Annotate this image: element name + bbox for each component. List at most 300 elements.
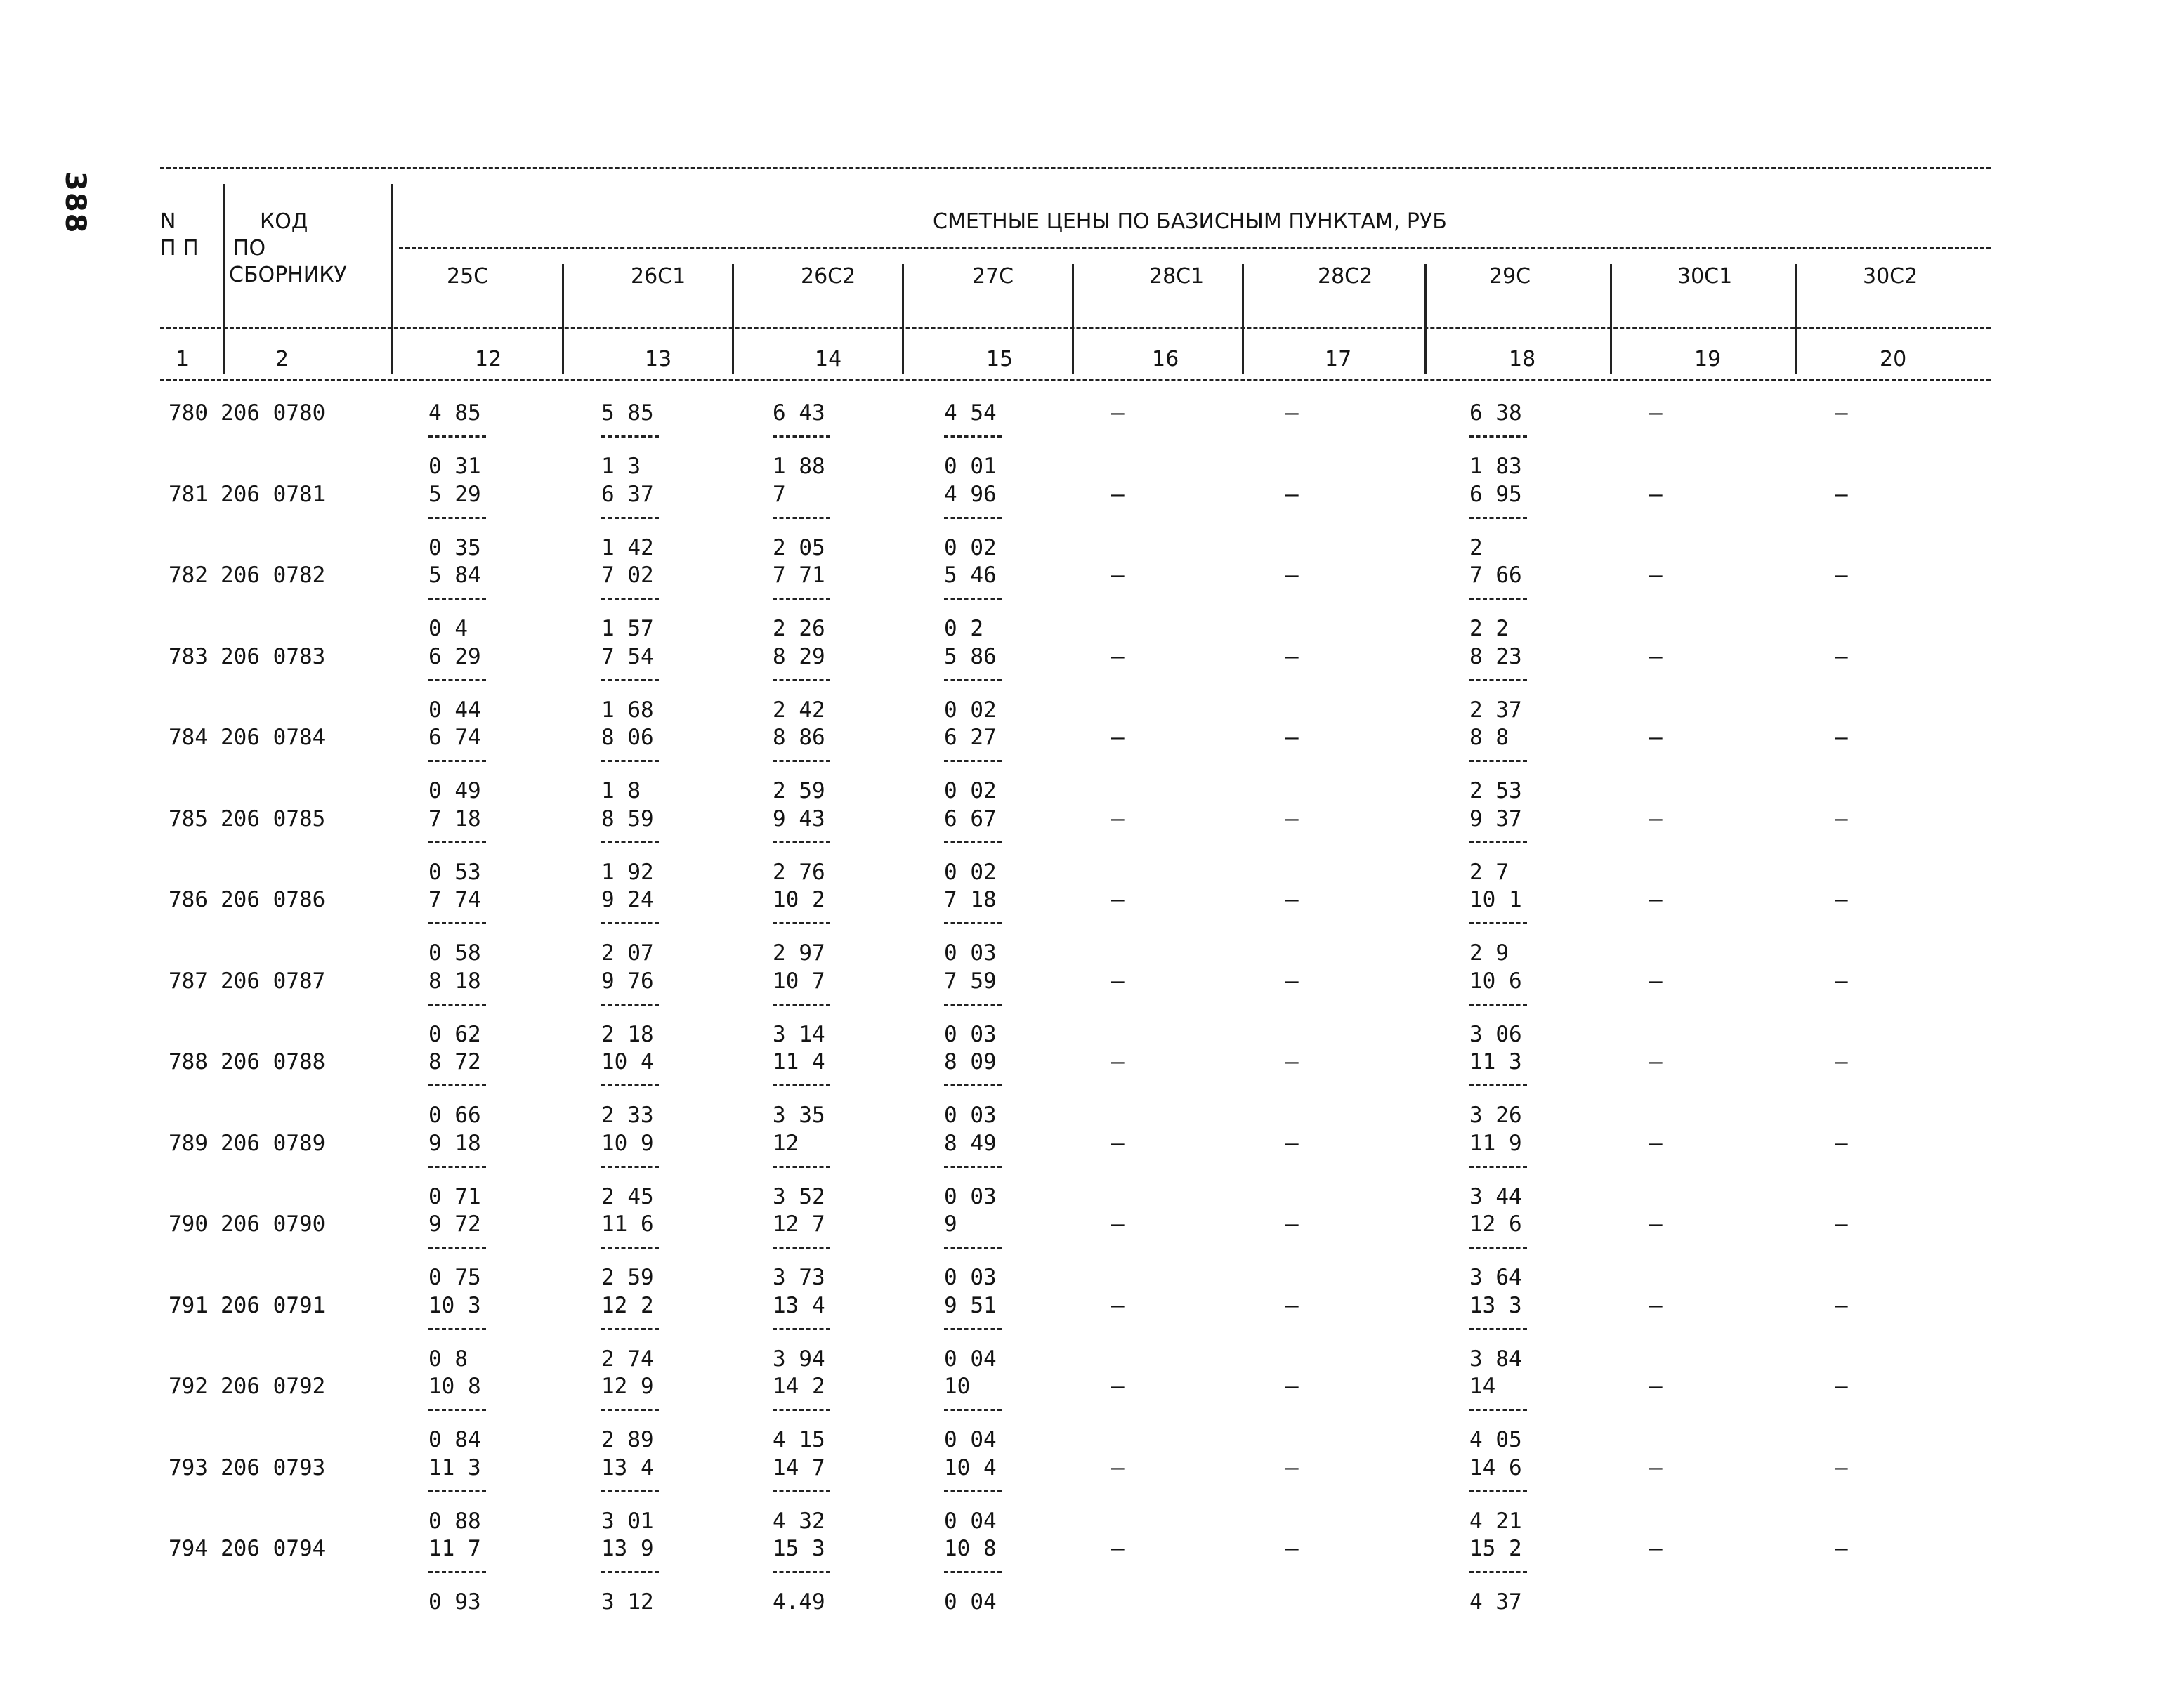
price-c28_2: – [1285, 725, 1299, 750]
denominator-c29: 2 7 [1469, 859, 1509, 885]
header-bottom-rule [160, 379, 1991, 381]
price-c30_2: – [1835, 1211, 1848, 1237]
row-number: 780 [169, 400, 208, 426]
price-c30_1: – [1649, 1049, 1663, 1075]
price-c30_2: – [1835, 563, 1848, 588]
denominator-c27: 0 01 [944, 454, 997, 479]
price-c27: 8 49 [944, 1130, 997, 1156]
denominator-c26_2: 1 88 [773, 454, 825, 479]
price-c28_1: – [1111, 1049, 1125, 1075]
denominator-c26_1: 1 3 [601, 454, 641, 479]
row-code: 206 0780 [221, 400, 326, 426]
price-c25: 7 74 [428, 887, 481, 912]
price-c30_2: – [1835, 1049, 1848, 1075]
denominator-c29: 3 64 [1469, 1265, 1522, 1290]
price-c27: 5 86 [944, 643, 997, 669]
header-divider [223, 184, 225, 374]
price-c28_2: – [1285, 563, 1299, 588]
fraction-bar [428, 1247, 486, 1249]
header-divider [1424, 264, 1427, 374]
row-code: 206 0789 [221, 1130, 326, 1156]
row-number: 793 [169, 1454, 208, 1480]
denominator-c26_1: 1 68 [601, 697, 654, 723]
fraction-bar [601, 1004, 659, 1006]
price-c26_2: 15 3 [773, 1536, 825, 1561]
fraction-bar [1469, 1409, 1527, 1411]
header-code-line3: СБОРНИКУ [229, 263, 347, 287]
price-c29: 14 6 [1469, 1454, 1522, 1480]
denominator-c29: 2 53 [1469, 778, 1522, 803]
price-c26_2: 9 43 [773, 806, 825, 832]
fraction-bar [944, 435, 1002, 438]
row-number: 790 [169, 1211, 208, 1237]
price-c27: 10 [944, 1374, 971, 1399]
row-number: 788 [169, 1049, 208, 1075]
fraction-bar [601, 760, 659, 762]
fraction-bar [1469, 841, 1527, 843]
price-c25: 5 84 [428, 563, 481, 588]
price-c28_2: – [1285, 643, 1299, 669]
denominator-c29: 1 83 [1469, 454, 1522, 479]
price-c26_1: 10 4 [601, 1049, 654, 1075]
row-number: 786 [169, 887, 208, 912]
fraction-bar [773, 1409, 830, 1411]
denominator-c25: 0 88 [428, 1508, 481, 1534]
price-c29: 11 3 [1469, 1049, 1522, 1075]
fraction-bar [944, 679, 1002, 681]
price-c28_2: – [1285, 806, 1299, 832]
price-c29: 6 38 [1469, 400, 1522, 426]
price-c28_1: – [1111, 1374, 1125, 1399]
header-divider [732, 264, 734, 374]
price-c28_1: – [1111, 1536, 1125, 1561]
price-c26_2: 7 [773, 481, 786, 507]
price-c26_1: 9 24 [601, 887, 654, 912]
row-code: 206 0790 [221, 1211, 326, 1237]
denominator-c26_1: 2 07 [601, 940, 654, 966]
price-c25: 9 72 [428, 1211, 481, 1237]
header-point-26c1: 26С1 [631, 264, 686, 289]
price-c26_1: 12 2 [601, 1292, 654, 1318]
price-c26_1: 9 76 [601, 968, 654, 994]
denominator-c27: 0 04 [944, 1589, 997, 1615]
fraction-bar [1469, 1328, 1527, 1330]
price-c30_1: – [1649, 806, 1663, 832]
price-c30_1: – [1649, 1211, 1663, 1237]
fraction-bar [944, 1490, 1002, 1492]
price-c25: 11 3 [428, 1454, 481, 1480]
price-c30_2: – [1835, 481, 1848, 507]
price-c28_1: – [1111, 806, 1125, 832]
fraction-bar [944, 922, 1002, 924]
fraction-bar [601, 1084, 659, 1086]
header-point-28c1: 28С1 [1149, 264, 1205, 289]
header-colnum: 17 [1325, 347, 1352, 372]
price-c26_2: 12 7 [773, 1211, 825, 1237]
denominator-c25: 0 75 [428, 1265, 481, 1290]
fraction-bar [428, 598, 486, 600]
denominator-c27: 0 04 [944, 1346, 997, 1372]
denominator-c29: 4 21 [1469, 1508, 1522, 1534]
price-c29: 14 [1469, 1374, 1496, 1399]
fraction-bar [1469, 922, 1527, 924]
denominator-c26_1: 2 45 [601, 1183, 654, 1209]
price-c28_2: – [1285, 400, 1299, 426]
denominator-c25: 0 31 [428, 454, 481, 479]
price-c30_1: – [1649, 1374, 1663, 1399]
price-c30_2: – [1835, 1454, 1848, 1480]
price-c28_2: – [1285, 968, 1299, 994]
fraction-bar [601, 922, 659, 924]
price-c27: 7 18 [944, 887, 997, 912]
denominator-c27: 0 03 [944, 1021, 997, 1047]
price-c30_1: – [1649, 643, 1663, 669]
row-number: 794 [169, 1536, 208, 1561]
header-divider [1795, 264, 1797, 374]
price-c30_1: – [1649, 725, 1663, 750]
denominator-c26_1: 3 01 [601, 1508, 654, 1534]
denominator-c26_2: 4 32 [773, 1508, 825, 1534]
price-c29: 6 95 [1469, 481, 1522, 507]
denominator-c27: 0 02 [944, 778, 997, 803]
denominator-c25: 0 71 [428, 1183, 481, 1209]
price-c30_2: – [1835, 968, 1848, 994]
price-c29: 15 2 [1469, 1536, 1522, 1561]
price-c28_2: – [1285, 1374, 1299, 1399]
row-number: 789 [169, 1130, 208, 1156]
denominator-c29: 3 06 [1469, 1021, 1522, 1047]
price-c27: 10 8 [944, 1536, 997, 1561]
price-c27: 5 46 [944, 563, 997, 588]
denominator-c25: 0 35 [428, 534, 481, 560]
price-c26_2: 12 [773, 1130, 799, 1156]
denominator-c26_2: 3 14 [773, 1021, 825, 1047]
price-c29: 8 8 [1469, 725, 1509, 750]
fraction-bar [944, 1409, 1002, 1411]
fraction-bar [944, 598, 1002, 600]
fraction-bar [944, 841, 1002, 843]
price-c27: 6 67 [944, 806, 997, 832]
fraction-bar [773, 1084, 830, 1086]
price-c25: 10 8 [428, 1374, 481, 1399]
price-c29: 8 23 [1469, 643, 1522, 669]
price-c25: 6 74 [428, 725, 481, 750]
row-number: 791 [169, 1292, 208, 1318]
fraction-bar [601, 598, 659, 600]
fraction-bar [601, 841, 659, 843]
fraction-bar [1469, 1490, 1527, 1492]
price-c26_1: 7 02 [601, 563, 654, 588]
fraction-bar [428, 1166, 486, 1168]
price-c28_1: – [1111, 643, 1125, 669]
denominator-c29: 2 37 [1469, 697, 1522, 723]
row-number: 782 [169, 563, 208, 588]
price-c28_1: – [1111, 725, 1125, 750]
price-c26_1: 6 37 [601, 481, 654, 507]
price-c30_1: – [1649, 1292, 1663, 1318]
header-code-line1: КОД [260, 209, 308, 234]
price-c29: 13 3 [1469, 1292, 1522, 1318]
fraction-bar [428, 679, 486, 681]
denominator-c25: 0 44 [428, 697, 481, 723]
price-c27: 9 51 [944, 1292, 997, 1318]
fraction-bar [773, 517, 830, 519]
fraction-bar [773, 1004, 830, 1006]
fraction-bar [773, 760, 830, 762]
price-c25: 11 7 [428, 1536, 481, 1561]
denominator-c25: 0 49 [428, 778, 481, 803]
row-number: 792 [169, 1374, 208, 1399]
price-c26_2: 10 2 [773, 887, 825, 912]
row-number: 787 [169, 968, 208, 994]
header-code-line2: ПО [233, 236, 266, 261]
price-c29: 10 6 [1469, 968, 1522, 994]
denominator-c25: 0 53 [428, 859, 481, 885]
price-c26_2: 13 4 [773, 1292, 825, 1318]
fraction-bar [428, 517, 486, 519]
fraction-bar [1469, 435, 1527, 438]
price-c28_2: – [1285, 1211, 1299, 1237]
denominator-c27: 0 03 [944, 1103, 997, 1128]
denominator-c26_2: 3 52 [773, 1183, 825, 1209]
header-colnum: 1 [176, 347, 190, 372]
price-c28_1: – [1111, 887, 1125, 912]
price-c28_2: – [1285, 1130, 1299, 1156]
price-c26_1: 7 54 [601, 643, 654, 669]
denominator-c26_2: 2 59 [773, 778, 825, 803]
denominator-c29: 2 2 [1469, 616, 1509, 641]
fraction-bar [944, 760, 1002, 762]
denominator-c26_2: 2 05 [773, 534, 825, 560]
denominator-c27: 0 02 [944, 859, 997, 885]
fraction-bar [428, 435, 486, 438]
header-point-26c2: 26С2 [801, 264, 856, 289]
header-pp: П П [160, 236, 199, 261]
fraction-bar [944, 1328, 1002, 1330]
price-c30_1: – [1649, 1454, 1663, 1480]
row-code: 206 0785 [221, 806, 326, 832]
denominator-c29: 2 [1469, 534, 1483, 560]
price-c26_1: 13 4 [601, 1454, 654, 1480]
price-c30_1: – [1649, 481, 1663, 507]
fraction-bar [428, 1084, 486, 1086]
price-c25: 4 85 [428, 400, 481, 426]
fraction-bar [428, 1571, 486, 1573]
denominator-c25: 0 84 [428, 1427, 481, 1452]
denominator-c26_1: 2 74 [601, 1346, 654, 1372]
denominator-c25: 0 66 [428, 1103, 481, 1128]
header-colnum: 15 [986, 347, 1014, 372]
header-colnum: 18 [1509, 347, 1536, 372]
price-c29: 12 6 [1469, 1211, 1522, 1237]
page-number: 388 [59, 171, 91, 235]
row-code: 206 0783 [221, 643, 326, 669]
denominator-c26_2: 4.49 [773, 1589, 825, 1615]
header-point-25c: 25С [447, 264, 489, 289]
price-c26_2: 6 43 [773, 400, 825, 426]
denominator-c26_2: 3 94 [773, 1346, 825, 1372]
price-c30_2: – [1835, 1130, 1848, 1156]
header-divider [562, 264, 564, 374]
price-c28_1: – [1111, 400, 1125, 426]
price-c30_1: – [1649, 968, 1663, 994]
row-number: 783 [169, 643, 208, 669]
table-top-rule [160, 167, 1991, 169]
denominator-c25: 0 58 [428, 940, 481, 966]
row-code: 206 0781 [221, 481, 326, 507]
fraction-bar [1469, 598, 1527, 600]
fraction-bar [601, 679, 659, 681]
price-c30_2: – [1835, 643, 1848, 669]
denominator-c29: 3 84 [1469, 1346, 1522, 1372]
header-divider [1072, 264, 1074, 374]
price-c28_2: – [1285, 1536, 1299, 1561]
price-c30_2: – [1835, 400, 1848, 426]
denominator-c25: 0 62 [428, 1021, 481, 1047]
price-c30_1: – [1649, 1130, 1663, 1156]
fraction-bar [944, 1166, 1002, 1168]
header-sub-rule [160, 327, 1991, 329]
price-c26_1: 13 9 [601, 1536, 654, 1561]
fraction-bar [1469, 679, 1527, 681]
fraction-bar [601, 1166, 659, 1168]
fraction-bar [1469, 1571, 1527, 1573]
fraction-bar [428, 1409, 486, 1411]
fraction-bar [601, 1571, 659, 1573]
row-code: 206 0794 [221, 1536, 326, 1561]
fraction-bar [944, 1247, 1002, 1249]
denominator-c26_1: 2 59 [601, 1265, 654, 1290]
denominator-c26_2: 3 35 [773, 1103, 825, 1128]
price-c26_2: 11 4 [773, 1049, 825, 1075]
denominator-c27: 0 02 [944, 534, 997, 560]
price-c25: 10 3 [428, 1292, 481, 1318]
fraction-bar [773, 1166, 830, 1168]
price-c28_1: – [1111, 563, 1125, 588]
header-colnum: 2 [275, 347, 289, 372]
header-colnum: 20 [1880, 347, 1907, 372]
price-c30_1: – [1649, 563, 1663, 588]
denominator-c29: 4 37 [1469, 1589, 1522, 1615]
denominator-c29: 3 44 [1469, 1183, 1522, 1209]
price-c27: 8 09 [944, 1049, 997, 1075]
denominator-c29: 4 05 [1469, 1427, 1522, 1452]
fraction-bar [601, 1247, 659, 1249]
price-c29: 9 37 [1469, 806, 1522, 832]
price-c26_1: 8 06 [601, 725, 654, 750]
header-point-28c2: 28С2 [1318, 264, 1373, 289]
price-c27: 6 27 [944, 725, 997, 750]
price-c30_1: – [1649, 887, 1663, 912]
row-number: 785 [169, 806, 208, 832]
row-code: 206 0792 [221, 1374, 326, 1399]
fraction-bar [944, 517, 1002, 519]
price-c30_2: – [1835, 1536, 1848, 1561]
fraction-bar [601, 435, 659, 438]
price-c28_1: – [1111, 481, 1125, 507]
price-c26_1: 8 59 [601, 806, 654, 832]
denominator-c26_2: 4 15 [773, 1427, 825, 1452]
price-c28_2: – [1285, 1049, 1299, 1075]
denominator-c27: 0 04 [944, 1508, 997, 1534]
price-c28_2: – [1285, 481, 1299, 507]
fraction-bar [601, 1409, 659, 1411]
header-divider [1610, 264, 1612, 374]
price-c26_2: 7 71 [773, 563, 825, 588]
row-code: 206 0791 [221, 1292, 326, 1318]
fraction-bar [773, 841, 830, 843]
row-code: 206 0793 [221, 1454, 326, 1480]
fraction-bar [773, 922, 830, 924]
header-divider [902, 264, 904, 374]
price-c29: 10 1 [1469, 887, 1522, 912]
fraction-bar [428, 922, 486, 924]
denominator-c25: 0 8 [428, 1346, 468, 1372]
denominator-c29: 2 9 [1469, 940, 1509, 966]
price-c26_2: 14 2 [773, 1374, 825, 1399]
header-point-29c: 29С [1489, 264, 1531, 289]
denominator-c26_2: 3 73 [773, 1265, 825, 1290]
price-c27: 9 [944, 1211, 957, 1237]
fraction-bar [773, 679, 830, 681]
price-c28_1: – [1111, 1130, 1125, 1156]
fraction-bar [1469, 1084, 1527, 1086]
fraction-bar [1469, 1247, 1527, 1249]
denominator-c26_1: 1 42 [601, 534, 654, 560]
price-c27: 7 59 [944, 968, 997, 994]
denominator-c27: 0 04 [944, 1427, 997, 1452]
header-divider [1242, 264, 1244, 374]
price-c27: 4 96 [944, 481, 997, 507]
denominator-c26_1: 2 33 [601, 1103, 654, 1128]
fraction-bar [944, 1571, 1002, 1573]
fraction-bar [1469, 760, 1527, 762]
price-c26_2: 8 86 [773, 725, 825, 750]
price-c25: 9 18 [428, 1130, 481, 1156]
fraction-bar [1469, 1004, 1527, 1006]
header-colnum: 19 [1694, 347, 1722, 372]
price-c30_2: – [1835, 806, 1848, 832]
denominator-c26_1: 3 12 [601, 1589, 654, 1615]
denominator-c25: 0 4 [428, 616, 468, 641]
header-divider [391, 184, 393, 374]
denominator-c26_2: 2 76 [773, 859, 825, 885]
price-c28_1: – [1111, 1292, 1125, 1318]
header-point-30c1: 30С1 [1677, 264, 1733, 289]
denominator-c27: 0 03 [944, 1265, 997, 1290]
fraction-bar [773, 435, 830, 438]
denominator-c26_1: 2 89 [601, 1427, 654, 1452]
denominator-c27: 0 02 [944, 697, 997, 723]
price-c28_1: – [1111, 1211, 1125, 1237]
denominator-c27: 0 2 [944, 616, 983, 641]
row-code: 206 0784 [221, 725, 326, 750]
denominator-c26_1: 1 8 [601, 778, 641, 803]
price-c28_1: – [1111, 968, 1125, 994]
price-c30_2: – [1835, 1292, 1848, 1318]
fraction-bar [428, 1490, 486, 1492]
header-point-27c: 27С [972, 264, 1014, 289]
price-c30_2: – [1835, 725, 1848, 750]
price-c30_1: – [1649, 400, 1663, 426]
fraction-bar [601, 1490, 659, 1492]
price-c28_1: – [1111, 1454, 1125, 1480]
fraction-bar [1469, 1166, 1527, 1168]
price-c30_1: – [1649, 1536, 1663, 1561]
fraction-bar [773, 1490, 830, 1492]
price-c26_1: 12 9 [601, 1374, 654, 1399]
denominator-c26_1: 1 92 [601, 859, 654, 885]
